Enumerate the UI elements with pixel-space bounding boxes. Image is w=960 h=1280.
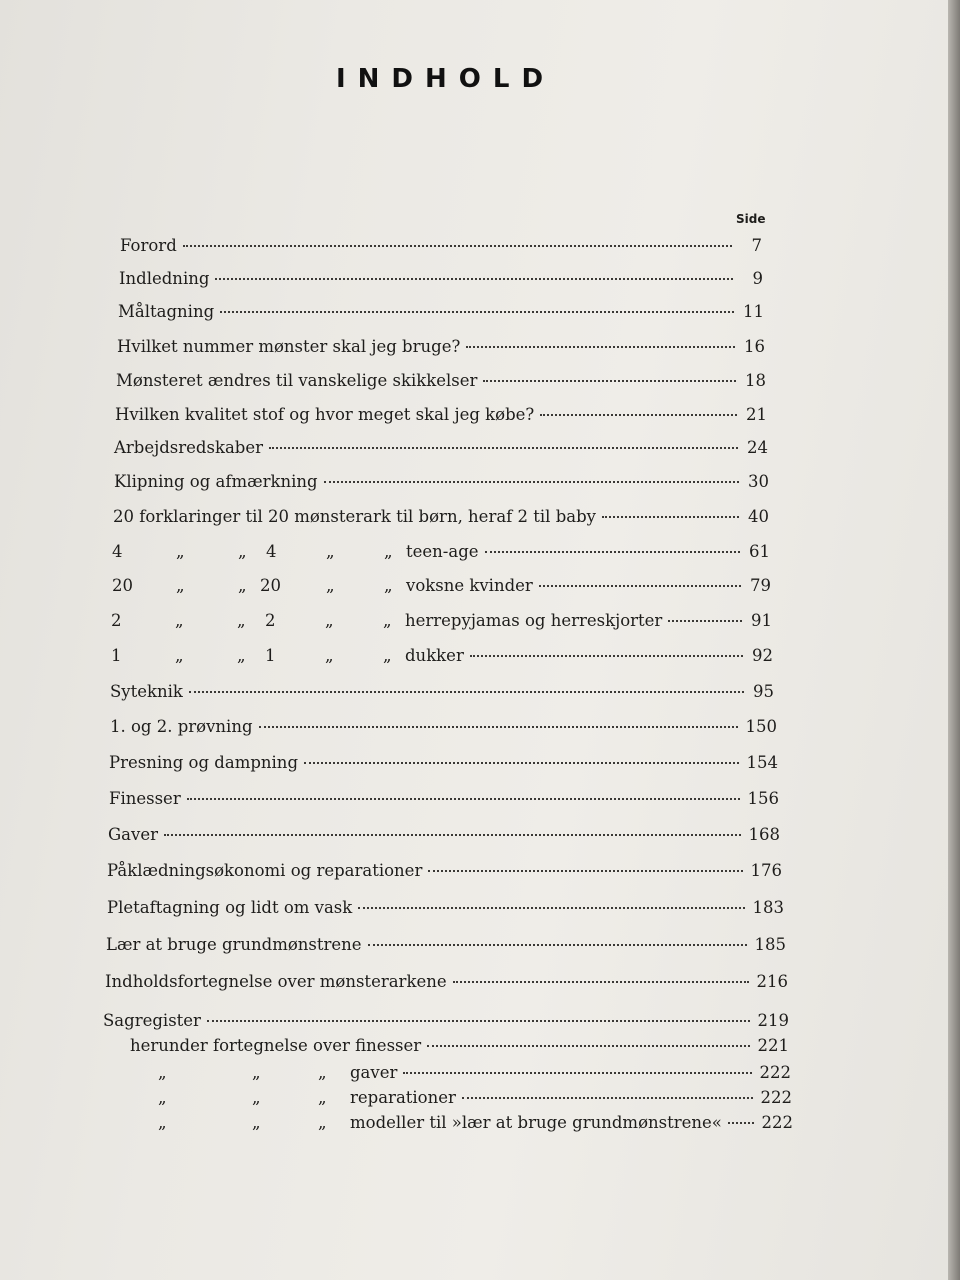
toc-entry-title: Klipning og afmærkning: [114, 472, 318, 491]
leader-dots: [539, 585, 741, 587]
toc-ditto-entry: [112, 542, 770, 561]
leader-dots: [466, 346, 735, 348]
leader-dots: [485, 551, 740, 553]
toc-entry-title: Hvilken kvalitet stof og hvor meget skal jeg købe?: [115, 405, 535, 424]
toc-entry-title: Mønsteret ændres til vanskelige skikkelser: [116, 371, 478, 390]
leader-dots: [207, 1020, 750, 1022]
toc-entry: [106, 935, 786, 954]
toc-entry-page: 16: [744, 337, 765, 356]
toc-entry-title: Pletaftagning og lidt om vask: [107, 898, 353, 917]
ditto-mark: „: [252, 1088, 261, 1107]
toc-entry-page: 24: [747, 438, 768, 457]
leader-dots: [602, 516, 739, 518]
leader-dots: [427, 1045, 749, 1047]
ditto-count: 1: [265, 646, 276, 665]
toc-entry-page: 79: [750, 576, 771, 595]
ditto-mark: „: [238, 542, 247, 561]
leader-dots: [483, 380, 736, 382]
ditto-mark: „: [158, 1113, 167, 1132]
toc-entry: [108, 825, 780, 844]
toc-entry-page: 11: [743, 302, 764, 321]
toc-entry-page: 222: [761, 1113, 793, 1132]
leader-dots: [183, 245, 732, 247]
leader-dots: [215, 278, 733, 280]
toc-entry-title: Forord: [120, 236, 177, 255]
leader-dots: [358, 907, 744, 909]
toc-entry: [109, 753, 778, 772]
leader-dots: [728, 1122, 754, 1124]
toc-entry-title: 1. og 2. prøvning: [110, 717, 253, 736]
toc-entry-page: 168: [748, 825, 780, 844]
ditto-mark: „: [176, 542, 185, 561]
leader-dots: [187, 798, 740, 800]
toc-entry-page: 40: [748, 507, 769, 526]
ditto-mark: „: [252, 1113, 261, 1132]
toc-entry: [107, 898, 784, 917]
toc-entry-title: Påklædningsøkonomi og reparationer: [107, 861, 423, 880]
toc-entry: [114, 472, 769, 491]
ditto-count: 2: [111, 611, 122, 630]
toc-entry: [107, 861, 782, 880]
toc-entry: [113, 507, 769, 526]
toc-entry-title: dukker: [405, 646, 464, 665]
ditto-count: 4: [266, 542, 277, 561]
ditto-count: 20: [260, 576, 281, 595]
ditto-mark: „: [318, 1088, 327, 1107]
toc-entry-title: modeller til »lær at bruge grundmønstrene«: [350, 1113, 722, 1132]
toc-entry-title: Lær at bruge grundmønstrene: [106, 935, 362, 954]
toc-entry: [110, 682, 774, 701]
toc-entry: [115, 405, 767, 424]
toc-entry-page: 222: [759, 1063, 791, 1082]
toc-entry-title: Finesser: [109, 789, 181, 808]
leader-dots: [470, 655, 743, 657]
ditto-mark: „: [383, 611, 392, 630]
leader-dots: [304, 762, 738, 764]
toc-entry-title: 20 forklaringer til 20 mønsterark til børn, heraf 2 til baby: [113, 507, 596, 526]
toc-ditto-entry: [112, 576, 771, 595]
ditto-mark: „: [325, 646, 334, 665]
toc-entry-page: 156: [747, 789, 779, 808]
toc-entry-page: 92: [752, 646, 773, 665]
toc-entry-page: 176: [750, 861, 782, 880]
ditto-count: 1: [111, 646, 122, 665]
ditto-mark: „: [176, 576, 185, 595]
ditto-mark: „: [175, 611, 184, 630]
toc-sub-ditto-entry: [158, 1113, 793, 1132]
toc-sub-entry: [130, 1036, 789, 1055]
toc-entry-page: 183: [752, 898, 784, 917]
toc-entry-page: 185: [754, 935, 786, 954]
toc-entry-page: 95: [753, 682, 774, 701]
page-title: INDHOLD: [336, 64, 556, 94]
page-column-label: Side: [736, 212, 766, 226]
toc-entry-page: 91: [751, 611, 772, 630]
toc-entry: [103, 1011, 789, 1030]
toc-entry-page: 9: [752, 269, 763, 288]
toc-entry-title: herunder fortegnelse over finesser: [130, 1036, 422, 1055]
toc-entry: [105, 972, 788, 991]
toc-entry: [117, 337, 765, 356]
leader-dots: [453, 981, 749, 983]
ditto-mark: „: [318, 1113, 327, 1132]
toc-entry-title: Gaver: [108, 825, 158, 844]
ditto-mark: „: [175, 646, 184, 665]
ditto-mark: „: [326, 576, 335, 595]
toc-entry-title: Arbejdsredskaber: [114, 438, 264, 457]
toc-entry-page: 18: [745, 371, 766, 390]
ditto-mark: „: [326, 542, 335, 561]
leader-dots: [403, 1072, 751, 1074]
toc-ditto-entry: [111, 646, 773, 665]
ditto-count: 4: [112, 542, 123, 561]
toc-sub-ditto-entry: [158, 1088, 792, 1107]
toc-entry: [110, 717, 777, 736]
toc-entry-page: 221: [757, 1036, 789, 1055]
toc-entry-title: Hvilket nummer mønster skal jeg bruge?: [117, 337, 461, 356]
ditto-mark: „: [384, 576, 393, 595]
ditto-mark: „: [238, 576, 247, 595]
toc-entry-page: 219: [757, 1011, 789, 1030]
ditto-count: 2: [265, 611, 276, 630]
toc-entry: [119, 269, 763, 288]
leader-dots: [189, 691, 744, 693]
leader-dots: [164, 834, 741, 836]
toc-entry: [109, 789, 779, 808]
ditto-mark: „: [383, 646, 392, 665]
leader-dots: [368, 944, 747, 946]
toc-entry-page: 30: [748, 472, 769, 491]
ditto-count: 20: [112, 576, 133, 595]
toc-entry-page: 21: [746, 405, 767, 424]
leader-dots: [540, 414, 737, 416]
ditto-mark: „: [318, 1063, 327, 1082]
toc-sub-ditto-entry: [158, 1063, 791, 1082]
ditto-mark: „: [158, 1088, 167, 1107]
leader-dots: [220, 311, 734, 313]
toc-entry-title: gaver: [350, 1063, 398, 1082]
leader-dots: [462, 1097, 753, 1099]
toc-entry-page: 61: [749, 542, 770, 561]
leader-dots: [324, 481, 739, 483]
leader-dots: [428, 870, 742, 872]
toc-ditto-entry: [111, 611, 772, 630]
toc-entry-page: 222: [760, 1088, 792, 1107]
toc-entry-title: voksne kvinder: [406, 576, 533, 595]
toc-entry-title: teen-age: [406, 542, 479, 561]
toc-entry: [120, 236, 762, 255]
toc-entry-title: Presning og dampning: [109, 753, 299, 772]
toc-entry-title: Indledning: [119, 269, 210, 288]
ditto-mark: „: [384, 542, 393, 561]
ditto-mark: „: [325, 611, 334, 630]
toc-entry-page: 7: [751, 236, 762, 255]
ditto-mark: „: [237, 646, 246, 665]
toc-entry-page: 216: [756, 972, 788, 991]
ditto-mark: „: [237, 611, 246, 630]
toc-entry-page: 150: [745, 717, 777, 736]
toc-entry-title: herrepyjamas og herreskjorter: [405, 611, 663, 630]
toc-entry: [116, 371, 766, 390]
toc-entry-title: Syteknik: [110, 682, 183, 701]
toc-entry-title: Måltagning: [118, 302, 215, 321]
toc-entry: [118, 302, 764, 321]
toc-entry-page: 154: [746, 753, 778, 772]
leader-dots: [668, 620, 742, 622]
page-edge-shadow: [948, 0, 960, 1280]
toc-entry-title: Sagregister: [103, 1011, 201, 1030]
leader-dots: [269, 447, 738, 449]
toc-entry: [114, 438, 768, 457]
toc-entry-title: reparationer: [350, 1088, 456, 1107]
ditto-mark: „: [252, 1063, 261, 1082]
leader-dots: [259, 726, 738, 728]
toc-entry-title: Indholdsfortegnelse over mønsterarkene: [105, 972, 447, 991]
ditto-mark: „: [158, 1063, 167, 1082]
